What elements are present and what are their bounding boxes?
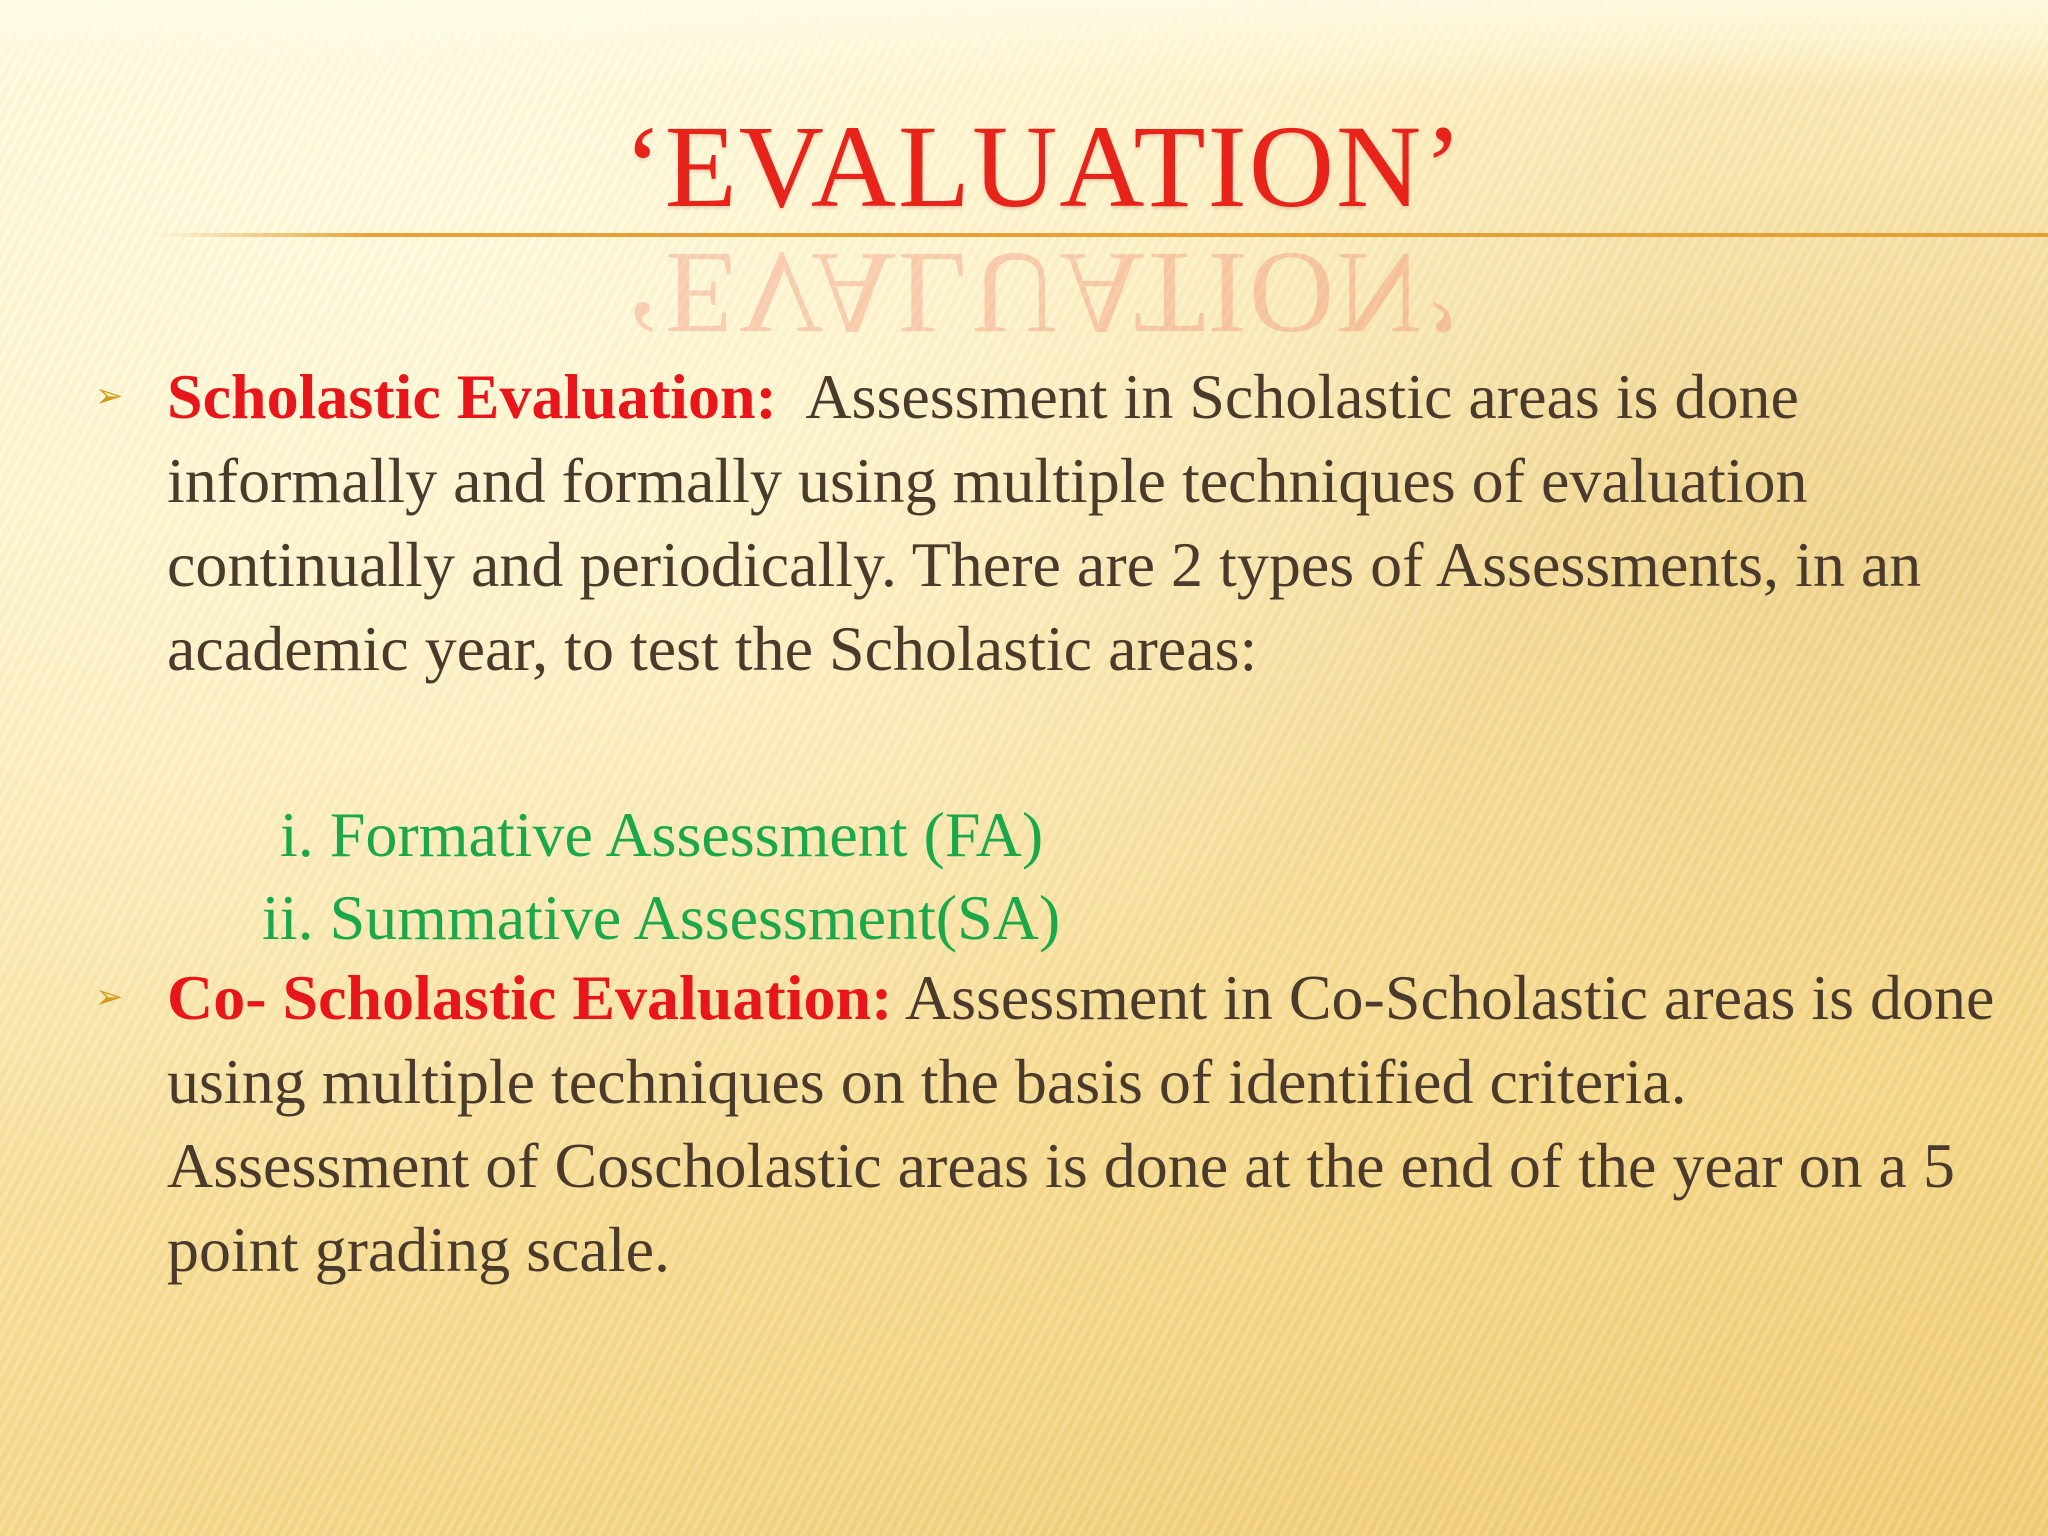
slide-title: ‘EVALUATION’ [623, 101, 1465, 232]
bullet-scholastic [167, 355, 1997, 691]
bullet-scholastic-body: Assessment in Scholastic areas is done informally and formally using multiple techniques of evaluation continually and periodically. There are 2 types of Assessments, in an academic year, to test the Scholastic areas: [167, 361, 1938, 684]
bullet-co-scholastic [167, 956, 2011, 1292]
sub-item-summative: ii. Summative Assessment(SA) [262, 882, 1061, 953]
bullet-scholastic-lead: Scholastic Evaluation: [167, 361, 777, 432]
bullet-co-scholastic-body: Assessment in Co-Scholastic areas is done using multiple techniques on the basis of identified criteria. Assessment of Coscholastic areas is done at the end of the year on a 5 point grading scale. [167, 962, 2011, 1285]
title-reflection [0, 228, 2048, 359]
sub-item-formative: i. Formative Assessment (FA) [280, 799, 1044, 870]
bullet-co-scholastic-lead: Co- Scholastic Evaluation: [167, 962, 893, 1033]
top-highlight [0, 0, 2048, 90]
bullet-arrow-icon: ➢ [95, 378, 124, 415]
bullet-arrow-icon: ➢ [95, 979, 124, 1016]
title-reflection-text: ‘EVALUATION’ [623, 228, 1465, 359]
title-underline [150, 233, 2048, 237]
title-area [0, 101, 2048, 232]
